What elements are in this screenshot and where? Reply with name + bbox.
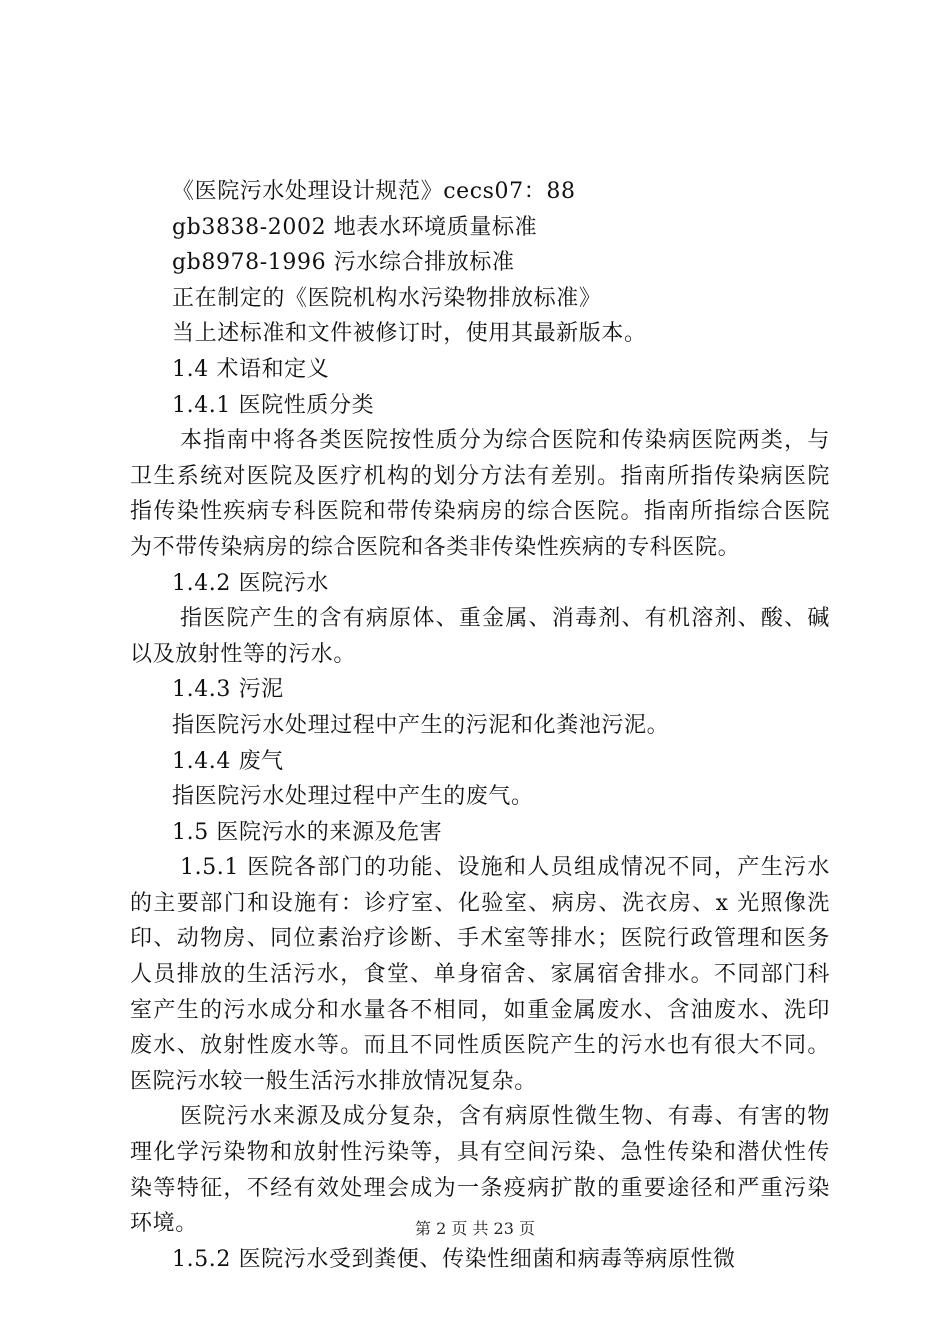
paragraph: 1.5.2 医院污水受到粪便、传染性细菌和病毒等病原性微 — [172, 1246, 736, 1272]
paragraph: 指医院产生的含有病原体、重金属、消毒剂、有机溶剂、酸、碱以及放射性等的污水。 — [130, 606, 830, 667]
paragraph: 本指南中将各类医院按性质分为综合医院和传染病医院两类，与卫生系统对医院及医疗机构的划分方法有差别。指南所指传染病医院指传染性疾病专科医院和带传染病房的综合医院。指南所指综合医院为不带传染病房的综合医院和各类非传染性疾病的专科医院。 — [130, 428, 830, 560]
reference-line: gb3838-2002 地表水环境质量标准 — [172, 214, 538, 240]
paragraph: 指医院污水处理过程中产生的废气。 — [172, 784, 534, 810]
reference-line: gb8978-1996 污水综合排放标准 — [172, 250, 515, 276]
paragraph: 指医院污水处理过程中产生的污泥和化粪池污泥。 — [172, 712, 670, 738]
paragraph: 1.5.1 医院各部门的功能、设施和人员组成情况不同，产生污水的主要部门和设施有：诊疗室、化验室、病房、洗衣房、x 光照像洗印、动物房、同位素治疗诊断、手术室等排水；医院行政管理和医务人员排放的生活污水，食堂、单身宿舍、家属宿舍排水。不同部门科室产生的污水成分和水量各不相同，如重金属废水、含油废水、洗印废水、放射性废水等。而且不同性质医院产生的污水也有很大不同。医院污水较一般生活污水排放情况复杂。 — [130, 855, 830, 1094]
subsection-heading: 1.4.3 污泥 — [172, 677, 284, 703]
subsection-heading: 1.4.2 医院污水 — [172, 570, 329, 596]
document-body — [130, 174, 830, 1277]
paragraph: 医院污水来源及成分复杂，含有病原性微生物、有毒、有害的物理化学污染物和放射性污染等，具有空间污染、急性传染和潜伏性传染等特征，不经有效处理会成为一条疫病扩散的重要途径和严重污染环境。 — [130, 1104, 830, 1237]
subsection-heading: 1.4.1 医院性质分类 — [172, 392, 375, 418]
section-heading: 1.5 医院污水的来源及危害 — [172, 819, 443, 845]
subsection-heading: 1.4.4 废气 — [172, 748, 284, 774]
page-footer: 第 2 页 共 23 页 — [415, 1219, 535, 1238]
reference-line: 当上述标准和文件被修订时，使用其最新版本。 — [172, 321, 647, 347]
reference-line: 正在制定的《医院机构水污染物排放标准》 — [172, 285, 602, 311]
section-heading: 1.4 术语和定义 — [172, 356, 330, 382]
reference-line: 《医院污水处理设计规范》cecs07：88 — [172, 179, 576, 204]
